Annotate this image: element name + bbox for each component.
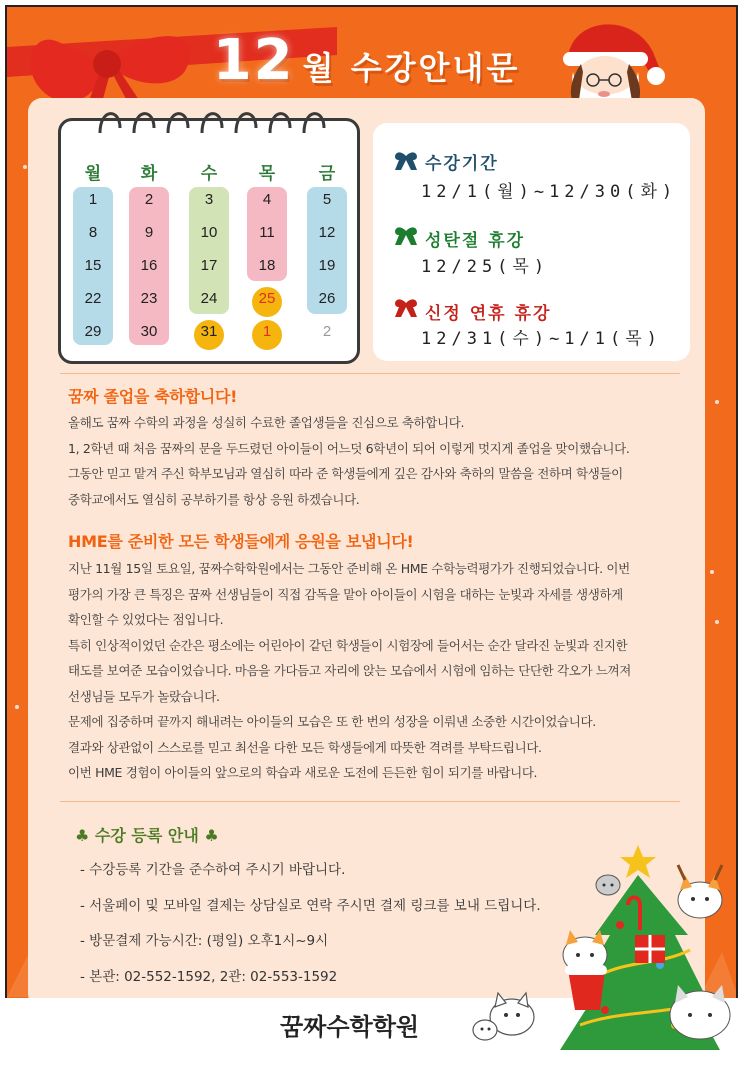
calendar-day: 4 [262,191,272,208]
graduation-line: 올해도 꿈짜 수학의 과정을 성실히 수료한 졸업생들을 진심으로 축하합니다. [68,415,465,430]
weekday-tue: 화 [140,164,158,184]
title-text: 월 수강안내문 [302,49,521,87]
bow-icon [391,223,421,245]
registration-heading: ♣ 수강 등록 안내 ♣ [75,826,219,845]
calendar-ring-icon [95,103,335,145]
schedule-value-christmas: 12/25(목) [421,257,550,277]
registration-item: - 방문결제 가능시간: (평일) 오후1시~9시 [80,933,329,949]
schedule-title-newyear: 신정 연휴 휴강 [425,304,552,324]
weekday-thu: 목 [258,164,276,184]
schedule-title-period: 수강기간 [425,154,499,174]
calendar-day: 11 [259,224,275,241]
calendar-weekday-row [61,159,357,183]
bow-icon [391,148,421,170]
calendar-day: 9 [144,224,154,241]
graduation-line: 그동안 믿고 맡겨 주신 학부모님과 열심히 따라 준 학생들에게 깊은 감사와 축하의 말씀을 전하며 학생들이 [68,466,623,481]
registration-item: - 본관: 02-552-1592, 2관: 02-553-1592 [80,968,338,985]
hme-line: 특히 인상적이었던 순간은 평소에는 어린아이 같던 학생들이 시험장에 들어서는 순간 달라진 눈빛과 진지한 [68,637,628,653]
cat-icon [470,975,540,1045]
hme-line: 선생님들 모두가 놀랐습니다. [68,688,220,704]
calendar-day: 8 [88,224,98,241]
cat-icon [678,865,722,918]
calendar-day: 18 [258,257,276,274]
calendar-day: 25 [258,290,276,307]
schedule-value-newyear: 12/31(수)~1/1(목) [421,329,662,349]
calendar-day: 10 [200,224,218,241]
hme-heading: HME를 준비한 모든 학생들에게 응원을 보냅니다! [68,532,414,551]
calendar-day: 3 [204,191,214,208]
hme-line: 태도를 보여준 모습이었습니다. 마음을 가다듬고 자리에 앉는 모습에서 시험에 임하는 단단한 각오가 느껴져 [68,663,632,678]
hme-line: 지난 11월 15일 토요일, 꿈짜수학학원에서는 그동안 준비해 온 HME 수학능력평가가 진행되었습니다. 이번 [68,561,630,576]
calendar-day: 23 [140,290,158,307]
calendar-day: 5 [322,191,332,208]
cat-icon [596,875,620,895]
graduation-line: 1, 2학년 때 처음 꿈짜의 문을 두드렸던 아이들이 어느덧 6학년이 되어 이렇게 멋지게 졸업을 맞이했습니다. [68,440,630,456]
weekday-fri: 금 [318,164,336,184]
hme-line: 이번 HME 경험이 아이들의 앞으로의 학습과 새로운 도전에 든든한 힘이 되기를 바랍니다. [68,765,538,780]
christmas-tree-icon [550,835,738,1060]
hme-text [68,556,698,786]
weekday-mon: 월 [84,164,102,184]
calendar-day: 17 [200,257,218,274]
graduation-line: 중학교에서도 열심히 공부하기를 항상 응원 하겠습니다. [68,491,360,507]
calendar-day: 19 [318,257,336,274]
graduation-text [68,410,698,512]
academy-logo: 꿈짜수학학원 [280,1013,420,1041]
calendar-day: 26 [318,290,336,307]
hme-line: 확인할 수 있었다는 점입니다. [68,612,224,627]
calendar-day: 31 [200,323,218,340]
bow-icon [391,295,421,317]
weekday-wed: 수 [200,164,218,184]
title-month: 12 [212,28,295,93]
registration-item: - 수강등록 기간을 준수하여 주시기 바랍니다. [80,862,346,878]
calendar-day: 15 [84,257,102,274]
schedule-value-period: 12/1(월)~12/30(화) [421,182,678,202]
divider [60,373,680,374]
calendar-day: 2 [322,323,332,340]
calendar-day: 29 [84,323,102,340]
calendar-day: 1 [262,323,272,340]
registration-item: - 서울페이 및 모바일 결제는 상담실로 연락 주시면 결제 링크를 보내 드립니다. [80,897,541,914]
calendar-day: 30 [140,323,158,340]
calendar-day: 1 [88,191,98,208]
calendar [58,118,360,364]
calendar-day: 22 [84,290,102,307]
hme-line: 평가의 가장 큰 특징은 꿈짜 선생님들이 직접 감독을 맡아 아이들이 시험을 대하는 눈빛과 자세를 생생하게 [68,586,623,602]
cat-icon [670,985,730,1039]
calendar-day: 24 [200,290,218,307]
cat-icon [563,930,607,1010]
calendar-day: 12 [318,224,336,241]
hme-line: 문제에 집중하며 끝까지 해내려는 아이들의 모습은 또 한 번의 성장을 이뤄낸 소중한 시간이었습니다. [68,714,596,729]
hme-line: 결과와 상관없이 스스로를 믿고 최선을 다한 모든 학생들에게 따뜻한 격려를 부탁드립니다. [68,739,542,755]
calendar-day: 2 [144,191,154,208]
divider [60,801,680,802]
schedule-box [373,123,690,361]
graduation-heading: 꿈짜 졸업을 축하합니다! [68,387,238,406]
schedule-title-christmas: 성탄절 휴강 [425,231,526,251]
calendar-day: 16 [140,257,158,274]
